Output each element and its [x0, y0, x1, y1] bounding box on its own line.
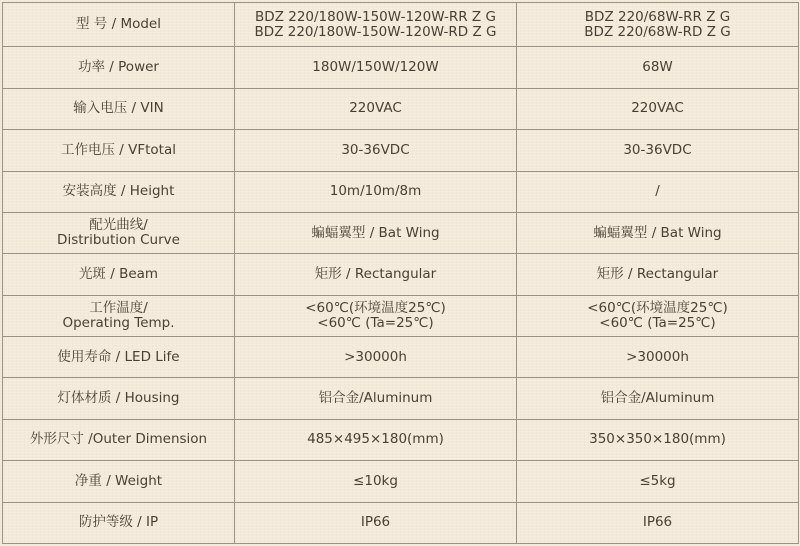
label-temp: 工作温度/ Operating Temp. — [3, 295, 235, 336]
model-value-b: BDZ 220/68W-RR Z G BDZ 220/68W-RD Z G — [517, 3, 799, 47]
row-ip — [3, 502, 799, 543]
beam-value-b: 矩形 / Rectangular — [517, 254, 799, 295]
temp-value-a: <60℃(环境温度25℃) <60℃ (Ta=25℃) — [235, 295, 517, 336]
label-distribution: 配光曲线/ Distribution Curve — [3, 212, 235, 253]
row-model — [3, 3, 799, 47]
row-housing — [3, 378, 799, 419]
label-model: 型 号 / Model — [3, 3, 235, 47]
housing-value-b: 铝合金/Aluminum — [517, 378, 799, 419]
vftotal-value-b: 30-36VDC — [517, 130, 799, 171]
row-distribution — [3, 212, 799, 253]
dimension-value-a: 485×495×180(mm) — [235, 419, 517, 460]
distribution-value-b: 蝙蝠翼型 / Bat Wing — [517, 212, 799, 253]
row-height — [3, 171, 799, 212]
row-weight — [3, 461, 799, 502]
ip-value-a: IP66 — [235, 502, 517, 543]
vin-value-a: 220VAC — [235, 88, 517, 129]
label-vftotal: 工作电压 / VFtotal — [3, 130, 235, 171]
label-weight: 净重 / Weight — [3, 461, 235, 502]
label-power: 功率 / Power — [3, 47, 235, 88]
distribution-value-a: 蝙蝠翼型 / Bat Wing — [235, 212, 517, 253]
model-value-a: BDZ 220/180W-150W-120W-RR Z G BDZ 220/180W-150W-120W-RD Z G — [235, 3, 517, 47]
label-height: 安装高度 / Height — [3, 171, 235, 212]
vftotal-value-a: 30-36VDC — [235, 130, 517, 171]
dimension-value-b: 350×350×180(mm) — [517, 419, 799, 460]
power-value-b: 68W — [517, 47, 799, 88]
height-value-a: 10m/10m/8m — [235, 171, 517, 212]
ip-value-b: IP66 — [517, 502, 799, 543]
label-beam: 光斑 / Beam — [3, 254, 235, 295]
life-value-a: >30000h — [235, 337, 517, 378]
row-dimension — [3, 419, 799, 460]
row-power — [3, 47, 799, 88]
row-vftotal — [3, 130, 799, 171]
weight-value-a: ≤10kg — [235, 461, 517, 502]
height-value-b: / — [517, 171, 799, 212]
life-value-b: >30000h — [517, 337, 799, 378]
row-temp — [3, 295, 799, 336]
row-life — [3, 337, 799, 378]
weight-value-b: ≤5kg — [517, 461, 799, 502]
row-vin — [3, 88, 799, 129]
label-ip: 防护等级 / IP — [3, 502, 235, 543]
housing-value-a: 铝合金/Aluminum — [235, 378, 517, 419]
label-dimension: 外形尺寸 /Outer Dimension — [3, 419, 235, 460]
label-life: 使用寿命 / LED Life — [3, 337, 235, 378]
vin-value-b: 220VAC — [517, 88, 799, 129]
power-value-a: 180W/150W/120W — [235, 47, 517, 88]
row-beam — [3, 254, 799, 295]
temp-value-b: <60℃(环境温度25℃) <60℃ (Ta=25℃) — [517, 295, 799, 336]
spec-table — [2, 2, 799, 544]
beam-value-a: 矩形 / Rectangular — [235, 254, 517, 295]
label-vin: 输入电压 / VIN — [3, 88, 235, 129]
label-housing: 灯体材质 / Housing — [3, 378, 235, 419]
